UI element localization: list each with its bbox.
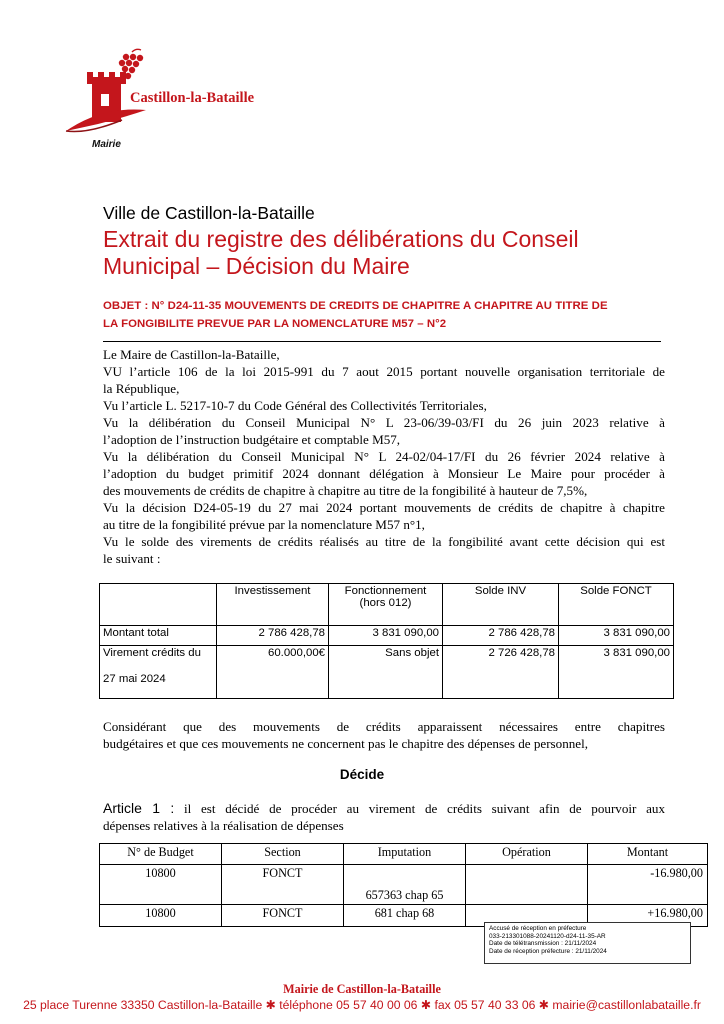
table-header-cell: Opération: [466, 844, 588, 865]
table-header-cell: Montant: [588, 844, 708, 865]
stamp-line: Accusé de réception en préfecture: [489, 925, 587, 932]
cell-montant: +16.980,00: [588, 905, 708, 927]
body-line: VU l’article 106 de la loi 2015-991 du 7 aout 2015 portant nouvelle organisation territoriale de: [103, 364, 665, 379]
cell-fonctionnement: Sans objet: [329, 646, 443, 699]
cell-fonctionnement: 3 831 090,00: [329, 626, 443, 646]
body-line: des mouvements de crédits de chapitre à chapitre au titre de la fongibilité à hauteur de 7,5%,: [103, 483, 588, 498]
cell-solde-inv: 2 726 428,78: [443, 646, 559, 699]
body-line: Vu l’article L. 5217-10-7 du Code Général des Collectivités Territoriales,: [103, 398, 487, 413]
virement-table: [99, 843, 708, 927]
table-header-cell: Investissement: [217, 584, 329, 626]
body-line: l’adoption de l’instruction budgétaire et comptable M57,: [103, 432, 401, 447]
cell-investissement: 60.000,00€: [217, 646, 329, 699]
table-header-cell: Solde INV: [443, 584, 559, 626]
table-header-cell: N° de Budget: [100, 844, 222, 865]
body-line: le suivant :: [103, 551, 161, 566]
objet-line2: LA FONGIBILITE PREVUE PAR LA NOMENCLATURE M57 – N°2: [103, 318, 447, 330]
body-line: Vu le solde des virements de crédits réalisés au titre de la fongibilité avant cette décision qui est: [103, 534, 665, 549]
logo-subtitle: Mairie: [92, 139, 121, 150]
row-label-line2: 27 mai 2024: [103, 673, 166, 685]
table-row: [100, 865, 708, 905]
article1-label: Article 1 :: [103, 800, 175, 816]
body-line: Vu la délibération du Conseil Municipal N° L 24-02/04-17/FI du 26 février 2024 relative à: [103, 449, 665, 464]
prefecture-receipt-stamp: [484, 922, 691, 964]
objet-line1: OBJET : N° D24-11-35 MOUVEMENTS DE CREDITS DE CHAPITRE A CHAPITRE AU TITRE DE: [103, 300, 608, 312]
cell-imputation: 681 chap 68: [344, 905, 466, 927]
table-header-cell: [100, 584, 217, 626]
document-title-line1: Extrait du registre des délibérations du Conseil: [103, 226, 579, 252]
logo-name: Castillon-la-Bataille: [130, 90, 255, 106]
stamp-line: Date de télétransmission : 21/11/2024: [489, 940, 597, 948]
footer-address: 25 place Turenne 33350 Castillon-la-Bataille ✱ téléphone 05 57 40 00 06 ✱ fax 05 57 40 33 06 ✱ mairie@castillonlabataille.fr: [23, 998, 701, 1012]
article1-line1: [103, 800, 665, 818]
cell-montant: -16.980,00: [588, 865, 708, 905]
body-line: au titre de la fongibilité prévue par la nomenclature M57 n°1,: [103, 517, 425, 532]
article1-line2: dépenses relatives à la réalisation de dépenses: [103, 818, 344, 833]
cell-solde-fonct: 3 831 090,00: [559, 646, 674, 699]
considerant-line2: budgétaires et que ces mouvements ne concernent pas le chapitre des dépenses de personnel,: [103, 736, 589, 751]
cell-section: FONCT: [222, 865, 344, 905]
cell-operation: [466, 865, 588, 905]
row-label-line1: Virement crédits du: [103, 647, 201, 659]
body-line: Vu la délibération du Conseil Municipal N° L 23-06/39-03/FI du 26 juin 2023 relative à: [103, 415, 665, 430]
body-line: Vu la décision D24-05-19 du 27 mai 2024 portant mouvements de crédits de chapitre à chapitre: [103, 500, 665, 515]
article1-text: il est décidé de procéder au virement de crédits suivant afin de pourvoir aux: [183, 801, 665, 816]
cell-investissement: 2 786 428,78: [217, 626, 329, 646]
table-header-row: [100, 844, 708, 865]
table-header-cell: Section: [222, 844, 344, 865]
cell-imputation: 657363 chap 65: [344, 865, 466, 905]
table-header-cell: Solde FONCT: [559, 584, 674, 626]
row-label: [100, 646, 217, 699]
cell-budget: 10800: [100, 865, 222, 905]
cell-budget: 10800: [100, 905, 222, 927]
decide-heading: Décide: [339, 767, 385, 782]
body-line: la République,: [103, 381, 180, 396]
body-line: l’adoption du budget primitif 2024 donnant délégation à Monsieur Le Maire pour procéder à: [103, 466, 665, 481]
cell-solde-inv: 2 786 428,78: [443, 626, 559, 646]
table-header-cell: [329, 584, 443, 626]
separator-rule: [103, 341, 661, 342]
document-title-line2: Municipal – Décision du Maire: [103, 253, 410, 279]
ville-heading: Ville de Castillon-la-Bataille: [103, 203, 315, 223]
considerant-line1: Considérant que des mouvements de crédits apparaissent nécessaires entre chapitres: [103, 719, 665, 734]
row-label: Montant total: [100, 626, 217, 646]
cell-solde-fonct: 3 831 090,00: [559, 626, 674, 646]
stamp-line: 033-213301088-20241120-d24-11-35-AR: [489, 932, 606, 940]
header-fonct-line2: (hors 012): [359, 597, 412, 609]
header-fonct-line1: Fonctionnement: [344, 585, 427, 597]
table-header-cell: Imputation: [344, 844, 466, 865]
body-line: Le Maire de Castillon-la-Bataille,: [103, 347, 280, 362]
table-row: [100, 646, 674, 699]
stamp-line: Date de réception préfecture : 21/11/2024: [489, 947, 607, 955]
table-row: [100, 626, 674, 646]
table-header-row: [100, 584, 674, 626]
footer-title: Mairie de Castillon-la-Bataille: [283, 982, 441, 996]
cell-section: FONCT: [222, 905, 344, 927]
credits-summary-table: [99, 583, 674, 699]
